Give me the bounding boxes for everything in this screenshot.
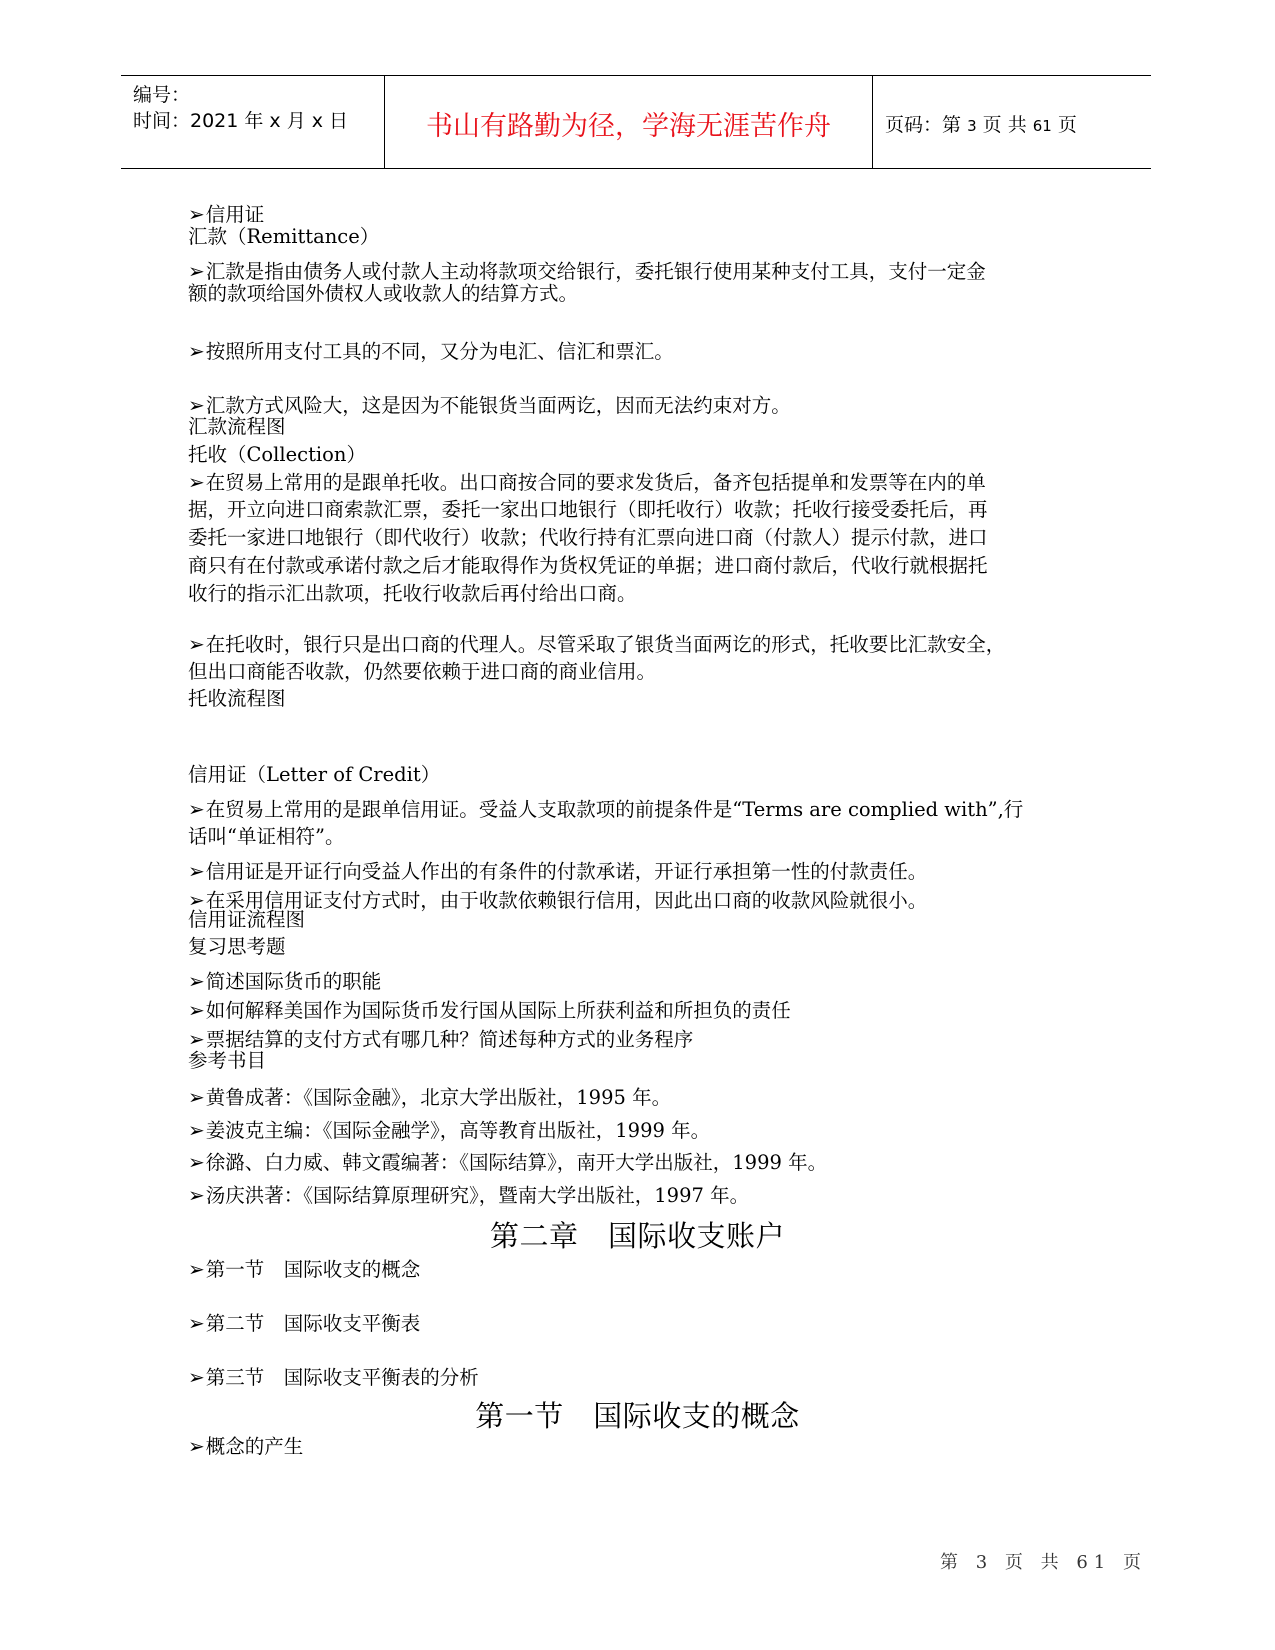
bullet-line: ➢汇款方式风险大，这是因为不能银货当面两讫，因而无法约束对方。 xyxy=(188,393,791,417)
bullet-line: ➢第二节 国际收支平衡表 xyxy=(188,1311,421,1335)
section-heading: 汇款流程图 xyxy=(188,415,286,438)
arrow-bullet-icon: ➢ xyxy=(188,259,205,283)
arrow-bullet-icon: ➢ xyxy=(188,1257,205,1281)
bullet-line: ➢第一节 国际收支的概念 xyxy=(188,1257,421,1281)
time-label: 时间：2021 年 x 月 x 日 xyxy=(133,110,349,132)
bullet-line: ➢在采用信用证支付方式时，由于收款依赖银行信用，因此出口商的收款风险就很小。 xyxy=(188,888,928,912)
paragraph-line: 但出口商能否收款，仍然要依赖于进口商的商业信用。 xyxy=(188,660,657,683)
page-header xyxy=(121,75,1151,169)
paragraph-line: 据，开立向进口商索款汇票，委托一家出口地银行（即托收行）收款；托收行接受委托后，再 xyxy=(188,498,988,521)
arrow-bullet-icon: ➢ xyxy=(188,470,205,494)
chapter-title: 第二章 国际收支账户 xyxy=(489,1219,785,1253)
bullet-line: ➢概念的产生 xyxy=(188,1434,304,1458)
paragraph-line: 话叫“单证相符”。 xyxy=(188,825,345,848)
bullet-line: ➢如何解释美国作为国际货币发行国从国际上所获利益和所担负的责任 xyxy=(188,998,791,1022)
arrow-bullet-icon: ➢ xyxy=(188,202,205,226)
bullet-line: ➢第三节 国际收支平衡表的分析 xyxy=(188,1365,479,1389)
arrow-bullet-icon: ➢ xyxy=(188,797,205,821)
paragraph-line: 委托一家进口地银行（即代收行）收款；代收行持有汇票向进口商（付款人）提示付款，进口 xyxy=(188,526,988,549)
section-heading: 托收流程图 xyxy=(188,687,286,710)
arrow-bullet-icon: ➢ xyxy=(188,1118,205,1142)
arrow-bullet-icon: ➢ xyxy=(188,859,205,883)
arrow-bullet-icon: ➢ xyxy=(188,393,205,417)
arrow-bullet-icon: ➢ xyxy=(188,969,205,993)
page-footer: 第 3 页 共 61 页 xyxy=(940,1552,1147,1573)
section-heading: 汇款（Remittance） xyxy=(188,225,380,248)
arrow-bullet-icon: ➢ xyxy=(188,1434,205,1458)
bullet-line: ➢在贸易上常用的是跟单托收。出口商按合同的要求发货后，备齐包括提单和发票等在内的单 xyxy=(188,470,986,494)
bullet-line: ➢信用证是开证行向受益人作出的有条件的付款承诺，开证行承担第一性的付款责任。 xyxy=(188,859,928,883)
bullet-line: ➢黄鲁成著：《国际金融》，北京大学出版社，1995 年。 xyxy=(188,1085,672,1109)
arrow-bullet-icon: ➢ xyxy=(188,339,205,363)
section-heading: 复习思考题 xyxy=(188,935,286,958)
arrow-bullet-icon: ➢ xyxy=(188,632,205,656)
arrow-bullet-icon: ➢ xyxy=(188,1027,205,1051)
bullet-line: ➢票据结算的支付方式有哪几种？简述每种方式的业务程序 xyxy=(188,1027,694,1051)
header-motto-cell xyxy=(384,76,873,168)
bullet-line: ➢信用证 xyxy=(188,202,265,226)
header-page-cell xyxy=(873,76,1151,168)
section-heading: 托收（Collection） xyxy=(188,443,366,466)
section-heading: 参考书目 xyxy=(188,1049,267,1072)
motto-text: 书山有路勤为径，学海无涯苦作舟 xyxy=(426,111,831,142)
arrow-bullet-icon: ➢ xyxy=(188,1183,205,1207)
arrow-bullet-icon: ➢ xyxy=(188,888,205,912)
arrow-bullet-icon: ➢ xyxy=(188,1365,205,1389)
bullet-line: ➢汇款是指由债务人或付款人主动将款项交给银行，委托银行使用某种支付工具，支付一定金 xyxy=(188,259,986,283)
arrow-bullet-icon: ➢ xyxy=(188,1085,205,1109)
section-title: 第一节 国际收支的概念 xyxy=(475,1399,800,1433)
header-info-cell xyxy=(121,76,384,168)
bullet-line: ➢徐潞、白力威、韩文霞编著：《国际结算》，南开大学出版社，1999 年。 xyxy=(188,1150,828,1174)
bullet-line: ➢汤庆洪著：《国际结算原理研究》，暨南大学出版社，1997 年。 xyxy=(188,1183,750,1207)
section-heading: 信用证（Letter of Credit） xyxy=(188,763,441,786)
paragraph-line: 商只有在付款或承诺付款之后才能取得作为货权凭证的单据；进口商付款后，代收行就根据托 xyxy=(188,554,988,577)
bullet-line: ➢简述国际货币的职能 xyxy=(188,969,382,993)
arrow-bullet-icon: ➢ xyxy=(188,1150,205,1174)
bullet-line: ➢在托收时，银行只是出口商的代理人。尽管采取了银货当面两讫的形式，托收要比汇款安全， xyxy=(188,632,1006,656)
number-label: 编号： xyxy=(133,84,191,106)
paragraph-line: 额的款项给国外债权人或收款人的结算方式。 xyxy=(188,282,579,305)
bullet-line: ➢按照所用支付工具的不同，又分为电汇、信汇和票汇。 xyxy=(188,339,674,363)
section-heading: 信用证流程图 xyxy=(188,908,306,931)
arrow-bullet-icon: ➢ xyxy=(188,998,205,1022)
page-indicator: 页码：第 3 页 共 61 页 xyxy=(885,114,1077,136)
arrow-bullet-icon: ➢ xyxy=(188,1311,205,1335)
paragraph-line: 收行的指示汇出款项，托收行收款后再付给出口商。 xyxy=(188,582,637,605)
bullet-line: ➢姜波克主编：《国际金融学》，高等教育出版社，1999 年。 xyxy=(188,1118,711,1142)
bullet-line: ➢在贸易上常用的是跟单信用证。受益人支取款项的前提条件是“Terms are complied with”,行 xyxy=(188,797,1024,821)
